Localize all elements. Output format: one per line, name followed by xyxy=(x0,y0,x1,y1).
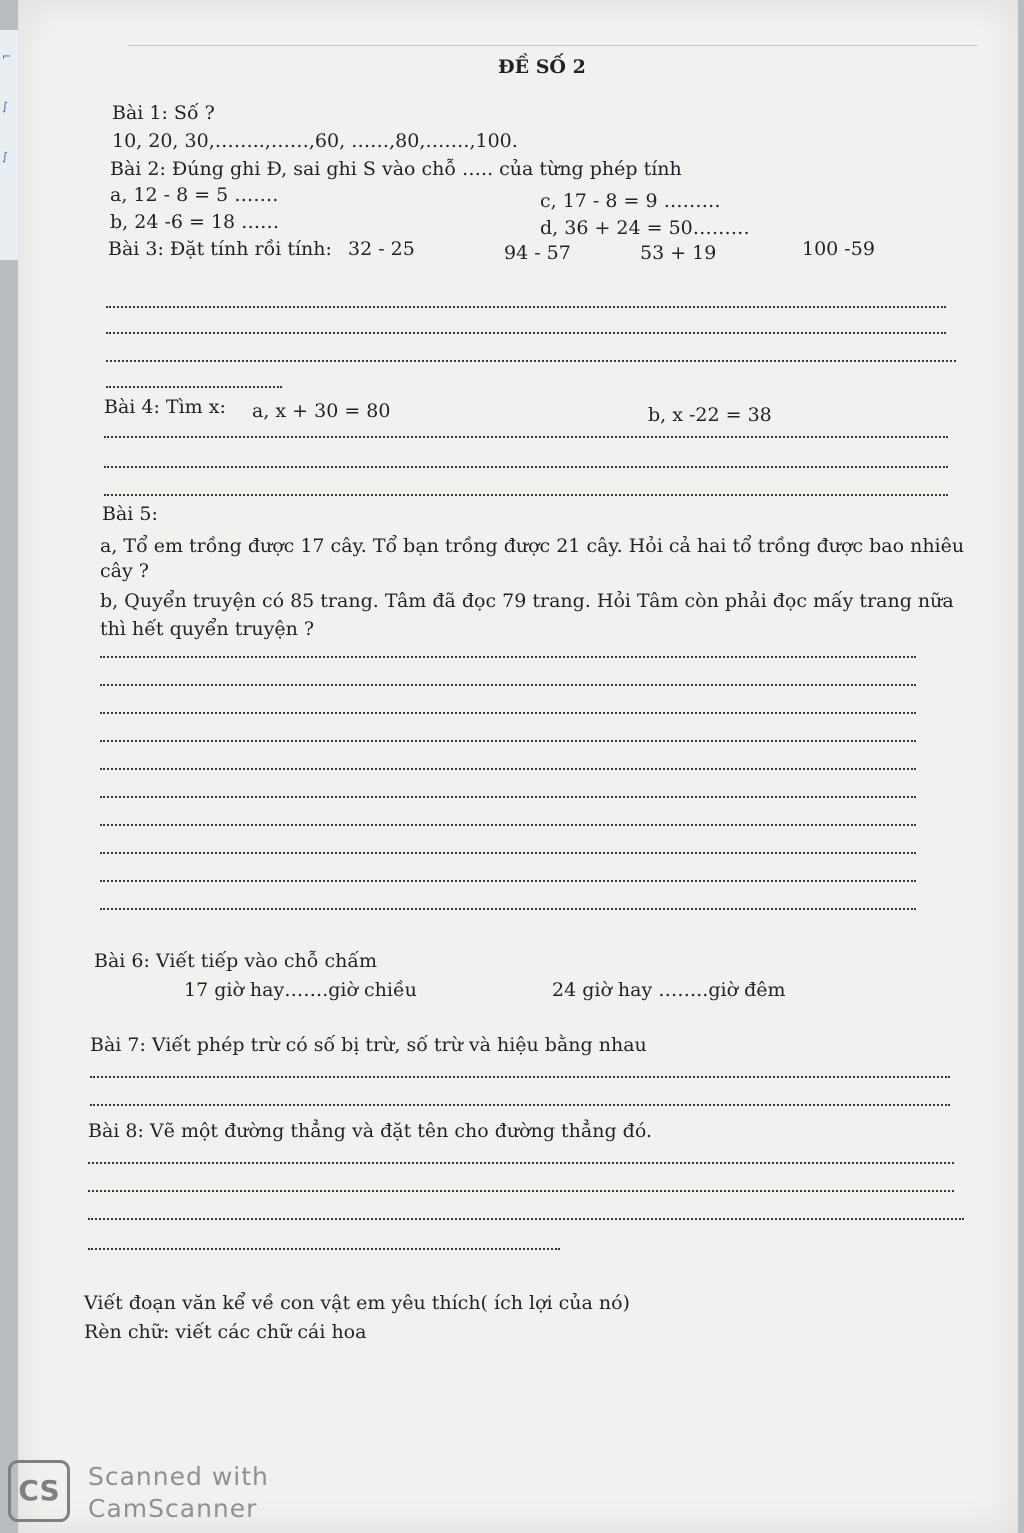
bai2-item-d: d, 36 + 24 = 50……… xyxy=(540,217,750,239)
camscanner-logo: CS xyxy=(8,1460,70,1522)
answer-line[interactable] xyxy=(100,824,916,826)
watermark-line-1: Scanned with xyxy=(88,1462,269,1491)
bai2-heading: Bài 2: Đúng ghi Đ, sai ghi S vào chỗ ….. của từng phép tính xyxy=(110,158,682,180)
answer-line[interactable] xyxy=(100,852,916,854)
answer-line[interactable] xyxy=(106,306,946,308)
answer-line[interactable] xyxy=(104,494,948,496)
bai1-sequence: 10, 20, 30,……..,……,60, ……,80,…….,100. xyxy=(112,130,518,152)
answer-line[interactable] xyxy=(100,740,916,742)
bai3-op-2: 94 - 57 xyxy=(504,242,571,264)
bai2-item-a: a, 12 - 8 = 5 ……. xyxy=(110,184,279,206)
answer-line[interactable] xyxy=(100,656,916,658)
bai4-item-a: a, x + 30 = 80 xyxy=(252,400,391,422)
answer-line[interactable] xyxy=(104,436,948,438)
bai5-b-line2: thì hết quyển truyện ? xyxy=(100,618,315,640)
answer-line[interactable] xyxy=(100,908,916,910)
bai6-right: 24 giờ hay ……..giờ đêm xyxy=(552,979,786,1001)
answer-line[interactable] xyxy=(106,360,956,362)
scrap-ink-mark: ∫ xyxy=(2,150,8,163)
answer-line[interactable] xyxy=(100,684,916,686)
answer-line[interactable] xyxy=(106,386,282,388)
scrap-ink-mark: ∫ xyxy=(2,100,8,113)
bai3-heading: Bài 3: Đặt tính rồi tính: xyxy=(108,238,332,260)
page-title: ĐỀ SỐ 2 xyxy=(498,56,586,78)
answer-line[interactable] xyxy=(106,332,946,334)
bai2-item-c: c, 17 - 8 = 9 ……… xyxy=(540,190,721,212)
bai3-op-1: 32 - 25 xyxy=(348,238,415,260)
essay-task: Viết đoạn văn kể về con vật em yêu thích( ích lợi của nó) xyxy=(84,1292,630,1314)
watermark-line-2: CamScanner xyxy=(88,1494,258,1523)
top-rule xyxy=(128,45,978,46)
answer-line[interactable] xyxy=(88,1248,560,1250)
bai7-heading: Bài 7: Viết phép trừ có số bị trừ, số trừ và hiệu bằng nhau xyxy=(90,1034,647,1056)
handwriting-task: Rèn chữ: viết các chữ cái hoa xyxy=(84,1321,367,1343)
answer-line[interactable] xyxy=(100,712,916,714)
bai2-item-b: b, 24 -6 = 18 …… xyxy=(110,211,280,233)
answer-line[interactable] xyxy=(100,768,916,770)
bai6-left: 17 giờ hay…….giờ chiều xyxy=(184,979,417,1001)
bai5-b-line1: b, Quyển truyện có 85 trang. Tâm đã đọc 79 trang. Hỏi Tâm còn phải đọc mấy trang nữa xyxy=(100,590,954,612)
bai5-heading: Bài 5: xyxy=(102,503,158,525)
bai4-heading: Bài 4: Tìm x: xyxy=(104,396,226,418)
answer-line[interactable] xyxy=(88,1218,964,1220)
answer-line[interactable] xyxy=(90,1104,950,1106)
answer-line[interactable] xyxy=(88,1162,954,1164)
scrap-ink-mark: ⌐ xyxy=(2,50,12,63)
bai4-item-b: b, x -22 = 38 xyxy=(648,404,772,426)
bai3-op-3: 53 + 19 xyxy=(640,242,717,264)
answer-line[interactable] xyxy=(90,1076,950,1078)
bai8-heading: Bài 8: Vẽ một đường thẳng và đặt tên cho đường thẳng đó. xyxy=(88,1120,652,1142)
answer-line[interactable] xyxy=(100,796,916,798)
bai5-a-line2: cây ? xyxy=(100,560,149,582)
answer-line[interactable] xyxy=(104,466,948,468)
bai1-heading: Bài 1: Số ? xyxy=(112,102,215,124)
worksheet-page xyxy=(18,0,1018,1533)
bai5-a-line1: a, Tổ em trồng được 17 cây. Tổ bạn trồng được 21 cây. Hỏi cả hai tổ trồng được bao nhiêu xyxy=(100,535,965,557)
answer-line[interactable] xyxy=(88,1190,954,1192)
bai3-op-4: 100 -59 xyxy=(802,238,875,260)
answer-line[interactable] xyxy=(100,880,916,882)
bai6-heading: Bài 6: Viết tiếp vào chỗ chấm xyxy=(94,950,377,972)
